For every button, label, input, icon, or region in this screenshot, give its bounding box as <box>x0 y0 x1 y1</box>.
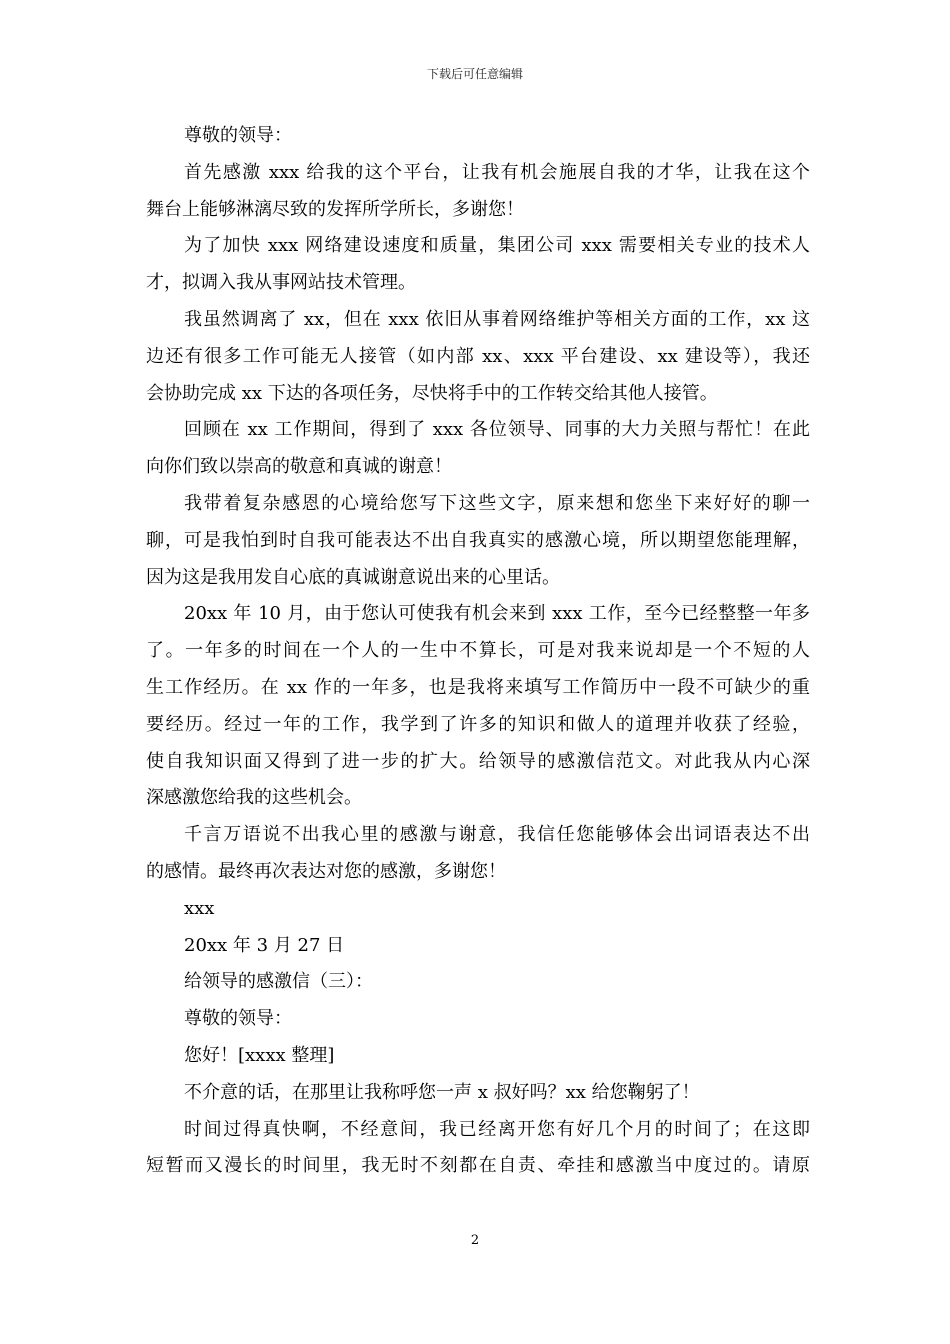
paragraph-line: 因为这是我用发自心底的真诚谢意说出来的心里话。 <box>146 566 560 588</box>
salutation: 尊敬的领导： <box>184 125 292 146</box>
paragraph-line: 时间过得真快啊，不经意间，我已经离开您有好几个月的时间了；在这即 <box>184 1118 810 1140</box>
paragraph-line: 回顾在 xx 工作期间，得到了 xxx 各位领导、同事的大力关照与帮忙！在此 <box>184 419 810 441</box>
signature-name: xxx <box>184 897 215 919</box>
page-number: 2 <box>470 1233 480 1248</box>
paragraph-line: 我带着复杂感恩的心境给您写下这些文字，原来想和您坐下来好好的聊一 <box>184 492 810 514</box>
signature-date: 20xx 年 3 月 27 日 <box>184 934 345 956</box>
section-title: 给领导的感激信（三）： <box>184 971 373 993</box>
paragraph-line: 我虽然调离了 xx，但在 xxx 依旧从事着网络维护等相关方面的工作，xx 这 <box>184 308 810 330</box>
paragraph-line: 为了加快 xxx 网络建设速度和质量，集团公司 xxx 需要相关专业的技术人 <box>184 235 810 257</box>
paragraph-line: 千言万语说不出我心里的感激与谢意，我信任您能够体会出词语表达不出 <box>184 824 810 846</box>
paragraph-line: 舞台上能够淋漓尽致的发挥所学所长，多谢您！ <box>146 198 524 220</box>
paragraph-line: 了。一年多的时间在一个人的一生中不算长，可是对我来说却是一个不短的人 <box>146 640 810 662</box>
paragraph-line: 首先感激 xxx 给我的这个平台，让我有机会施展自我的才华，让我在这个 <box>184 161 810 183</box>
paragraph-line: 才，拟调入我从事网站技术管理。 <box>146 272 416 294</box>
greeting-line: 您好！[xxxx 整理] <box>184 1044 335 1066</box>
paragraph-line: 要经历。经过一年的工作，我学到了许多的知识和做人的道理并收获了经验， <box>146 713 810 735</box>
paragraph-line: 短暂而又漫长的时间里，我无时不刻都在自责、牵挂和感激当中度过的。请原 <box>146 1155 810 1177</box>
paragraph-line: 边还有很多工作可能无人接管（如内部 xx、xxx 平台建设、xx 建设等），我还 <box>146 345 810 367</box>
paragraph-line: 深感激您给我的这些机会。 <box>146 787 362 809</box>
paragraph-line: 的感情。最终再次表达对您的感激，多谢您！ <box>146 860 506 882</box>
paragraph-line: 生工作经历。在 xx 作的一年多，也是我将来填写工作简历中一段不可缺少的重 <box>146 676 810 698</box>
paragraph-line: 向你们致以崇高的敬意和真诚的谢意！ <box>146 456 452 478</box>
paragraph-line: 使自我知识面又得到了进一步的扩大。给领导的感激信范文。对此我从内心深 <box>146 750 810 772</box>
page-header-note: 下载后可任意编辑 <box>426 67 523 81</box>
salutation: 尊敬的领导： <box>184 1008 292 1030</box>
document-body <box>146 118 810 1185</box>
paragraph-line: 不介意的话，在那里让我称呼您一声 x 叔好吗？xx 给您鞠躬了！ <box>184 1081 700 1103</box>
paragraph-line: 20xx 年 10 月，由于您认可使我有机会来到 xxx 工作，至今已经整整一年多 <box>184 603 810 625</box>
paragraph-line: 聊，可是我怕到时自我可能表达不出自我真实的感激心境，所以期望您能理解， <box>146 529 810 551</box>
paragraph-line: 会协助完成 xx 下达的各项任务，尽快将手中的工作转交给其他人接管。 <box>146 382 718 404</box>
